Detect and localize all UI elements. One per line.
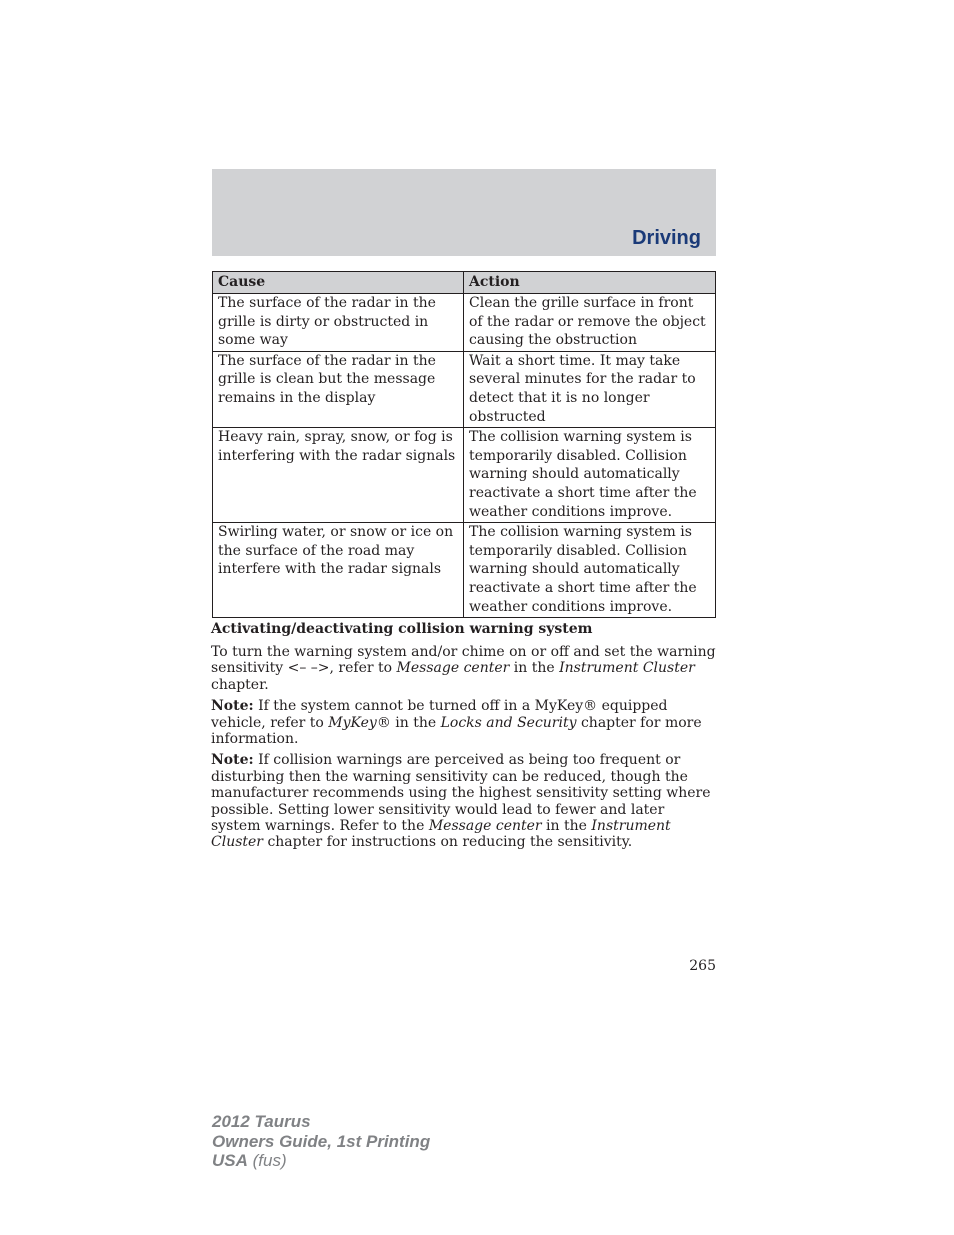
- cause-cell: The surface of the radar in the grille is dirty or obstructed in some way: [213, 294, 464, 352]
- note-mykey: [211, 698, 716, 747]
- note-label: Note:: [211, 698, 254, 715]
- table-row: [213, 428, 716, 523]
- footer-edition: Owners Guide, 1st Printing: [212, 1131, 431, 1151]
- cause-cell: Heavy rain, spray, snow, or fog is interfering with the radar signals: [213, 428, 464, 523]
- reference-message-center: Message center: [428, 818, 542, 835]
- reference-locks-security: Locks and Security: [440, 714, 577, 731]
- action-cell: Wait a short time. It may take several minutes for the radar to detect that it is no longer obstructed: [464, 351, 716, 427]
- page-number: 265: [689, 958, 716, 974]
- column-header-cause: Cause: [213, 272, 464, 294]
- table-header-row: [213, 272, 716, 294]
- text: chapter for more information.: [211, 714, 702, 748]
- footer-region-code: (fus): [247, 1151, 287, 1170]
- document-footer: [212, 1112, 430, 1171]
- footer-model: 2012 Taurus: [212, 1112, 311, 1131]
- reference-message-center: Message center: [396, 660, 510, 677]
- text: chapter.: [211, 676, 269, 693]
- reference-instrument-cluster: Instrument Cluster: [559, 660, 695, 677]
- action-cell: The collision warning system is temporarily disabled. Collision warning should automatically reactivate a short time after the weather conditions improve.: [464, 523, 716, 618]
- collision-warning-section: [211, 620, 716, 856]
- section-header-band: [212, 169, 716, 256]
- footer-region: [212, 1151, 430, 1171]
- section-heading: Activating/deactivating collision warning system: [211, 621, 593, 637]
- action-cell: Clean the grille surface in front of the radar or remove the object causing the obstruction: [464, 294, 716, 352]
- note-label: Note:: [211, 752, 254, 769]
- table-row: [213, 523, 716, 618]
- note-sensitivity: [211, 752, 716, 850]
- text: chapter for instructions on reducing the sensitivity.: [263, 834, 633, 851]
- action-cell: The collision warning system is temporarily disabled. Collision warning should automatically reactivate a short time after the weather conditions improve.: [464, 428, 716, 523]
- text: If collision warnings are perceived as being too frequent or disturbing then the warning sensitivity can be reduced, though the manufacturer recommends using the highest sensitivity setting where possible. Setting lower sensitivity would lead to fewer and later system warnings. Refer to the: [211, 752, 711, 835]
- table-row: [213, 351, 716, 427]
- text: To turn the warning system and/or chime on or off and set the warning sensitivity <– –>, refer to: [211, 644, 716, 677]
- text: in the: [509, 660, 560, 677]
- cause-cell: Swirling water, or snow or ice on the surface of the road may interfere with the radar signals: [213, 523, 464, 618]
- text: in the: [390, 714, 441, 731]
- reference-instrument-cluster: Instrument Cluster: [211, 818, 671, 851]
- text: If the system cannot be turned off in a MyKey® equipped vehicle, refer to: [211, 698, 668, 731]
- paragraph-sensitivity: [211, 644, 716, 693]
- footer-region-label: USA: [212, 1151, 248, 1170]
- column-header-action: Action: [464, 272, 716, 294]
- section-title: Driving: [632, 227, 701, 249]
- table-row: [213, 294, 716, 352]
- cause-action-table: [212, 271, 716, 618]
- cause-cell: The surface of the radar in the grille is clean but the message remains in the display: [213, 351, 464, 427]
- reference-mykey: MyKey®: [328, 714, 391, 731]
- text: in the: [541, 818, 592, 835]
